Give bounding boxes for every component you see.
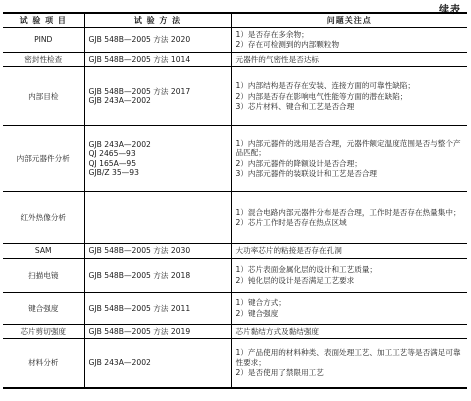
concern-item: 2）存在可检测到的内部颗粒物 (235, 40, 340, 50)
table-row (3, 52, 467, 66)
table-row (3, 324, 467, 338)
test-item-cell: 材料分析 (3, 339, 84, 388)
test-item-cell: 芯片剪切强度 (3, 324, 84, 338)
test-method: GJB 548B—2005 方法 2018 (88, 270, 191, 280)
concerns-cell (231, 192, 467, 244)
test-method: GJB 243A—2002 (88, 358, 151, 368)
concern-item: 1）是否存在多余物； (235, 30, 309, 39)
table-row (3, 292, 467, 324)
header-concerns: 问题关注点 (231, 13, 467, 28)
test-method: QJ 165A—95 (88, 158, 137, 168)
table-row (3, 258, 467, 292)
test-method-cell (84, 192, 231, 244)
concerns-cell (231, 67, 467, 126)
concern-item: 1）键合方式； (235, 298, 286, 308)
concern-item: 1）内部元器件的选用是否合理，元器件额定温度范围是否与整个产品匹配； (235, 138, 461, 158)
concern-item: 1）混合电路内部元器件分布是否合理，工作时是否存在热量集中； (235, 207, 461, 217)
concern-item: 2）芯片工作时是否存在热点区域 (235, 218, 347, 228)
test-method: GJB 548B—2005 方法 2011 (88, 303, 191, 313)
table-row (3, 28, 467, 53)
concern-item: 3）芯片材料、键合和工艺是否合理 (235, 102, 355, 112)
table-row (3, 67, 467, 126)
test-item-cell: 键合强度 (3, 292, 84, 324)
concerns-cell (231, 126, 467, 192)
test-method-cell (84, 324, 231, 338)
test-method: GJB 548B—2005 方法 1014 (88, 54, 191, 64)
table-row (3, 192, 467, 244)
test-items-table (3, 12, 467, 389)
test-item-cell: PIND (3, 28, 84, 53)
concern-item: 2）键合强度 (235, 308, 279, 318)
concern-item: 1）产品使用的材料种类、表面处理工艺、加工工艺等是否满足可靠性要求； (235, 348, 461, 367)
test-method-cell (84, 244, 231, 258)
header-row (3, 13, 467, 28)
concerns-cell (231, 324, 467, 338)
test-method: QJ 2465—93 (88, 149, 136, 159)
concern-item: 3）内部元器件的装联设计和工艺是否合理 (235, 169, 378, 179)
concerns-cell (231, 292, 467, 324)
concerns-cell (231, 244, 467, 258)
concern-item: 2）钝化层的设计是否满足工艺要求 (235, 275, 355, 285)
test-method: GJB/Z 35—93 (88, 168, 139, 178)
test-method-cell (84, 258, 231, 292)
test-method-cell (84, 67, 231, 126)
concern-item: 大功率芯片的粘接是否存在孔洞 (235, 246, 342, 256)
test-method: GJB 548B—2005 方法 2019 (88, 326, 191, 336)
concern-item: 1）内部结构是否存在安装、连接方面的可靠性缺陷； (235, 81, 415, 91)
continued-label: 续表 (439, 5, 461, 16)
table-row (3, 244, 467, 258)
test-item-cell: 内部目检 (3, 67, 84, 126)
concerns-cell (231, 28, 467, 53)
concern-item: 1）芯片表面金属化层的设计和工艺质量； (235, 265, 378, 275)
test-method: GJB 548B—2005 方法 2020 (88, 35, 191, 45)
test-method: GJB 548B—2005 方法 2017 (88, 86, 191, 96)
test-method: GJB 548B—2005 方法 2030 (88, 246, 191, 256)
concerns-cell (231, 52, 467, 66)
concern-item: 2）内部是否存在影响电气性能等方面的潜在缺陷； (235, 91, 408, 101)
concern-item: 2）内部元器件的降额设计是否合理； (235, 158, 362, 168)
test-method-cell (84, 52, 231, 66)
header-test-method: 试 验 方 法 (84, 13, 231, 28)
test-method-cell (84, 292, 231, 324)
concern-item: 2）是否使用了禁限用工艺 (235, 368, 324, 378)
test-item-cell: SAM (3, 244, 84, 258)
concerns-cell (231, 258, 467, 292)
test-method-cell (84, 339, 231, 388)
header-test-item: 试 验 项 目 (3, 13, 84, 28)
test-item-cell: 内部元器件分析 (3, 126, 84, 192)
table-row (3, 339, 467, 388)
test-method-cell (84, 28, 231, 53)
test-item-cell: 密封性检查 (3, 52, 84, 66)
test-method-cell (84, 126, 231, 192)
test-method: GJB 243A—2002 (88, 139, 151, 149)
test-method: GJB 243A—2002 (88, 96, 151, 106)
concern-item: 芯片黏结方式及黏结强度 (235, 326, 320, 336)
concern-item: 元器件的气密性是否达标 (235, 54, 320, 64)
table-row (3, 126, 467, 192)
test-item-cell: 红外热像分析 (3, 192, 84, 244)
concerns-cell (231, 339, 467, 388)
test-item-cell: 扫描电镜 (3, 258, 84, 292)
